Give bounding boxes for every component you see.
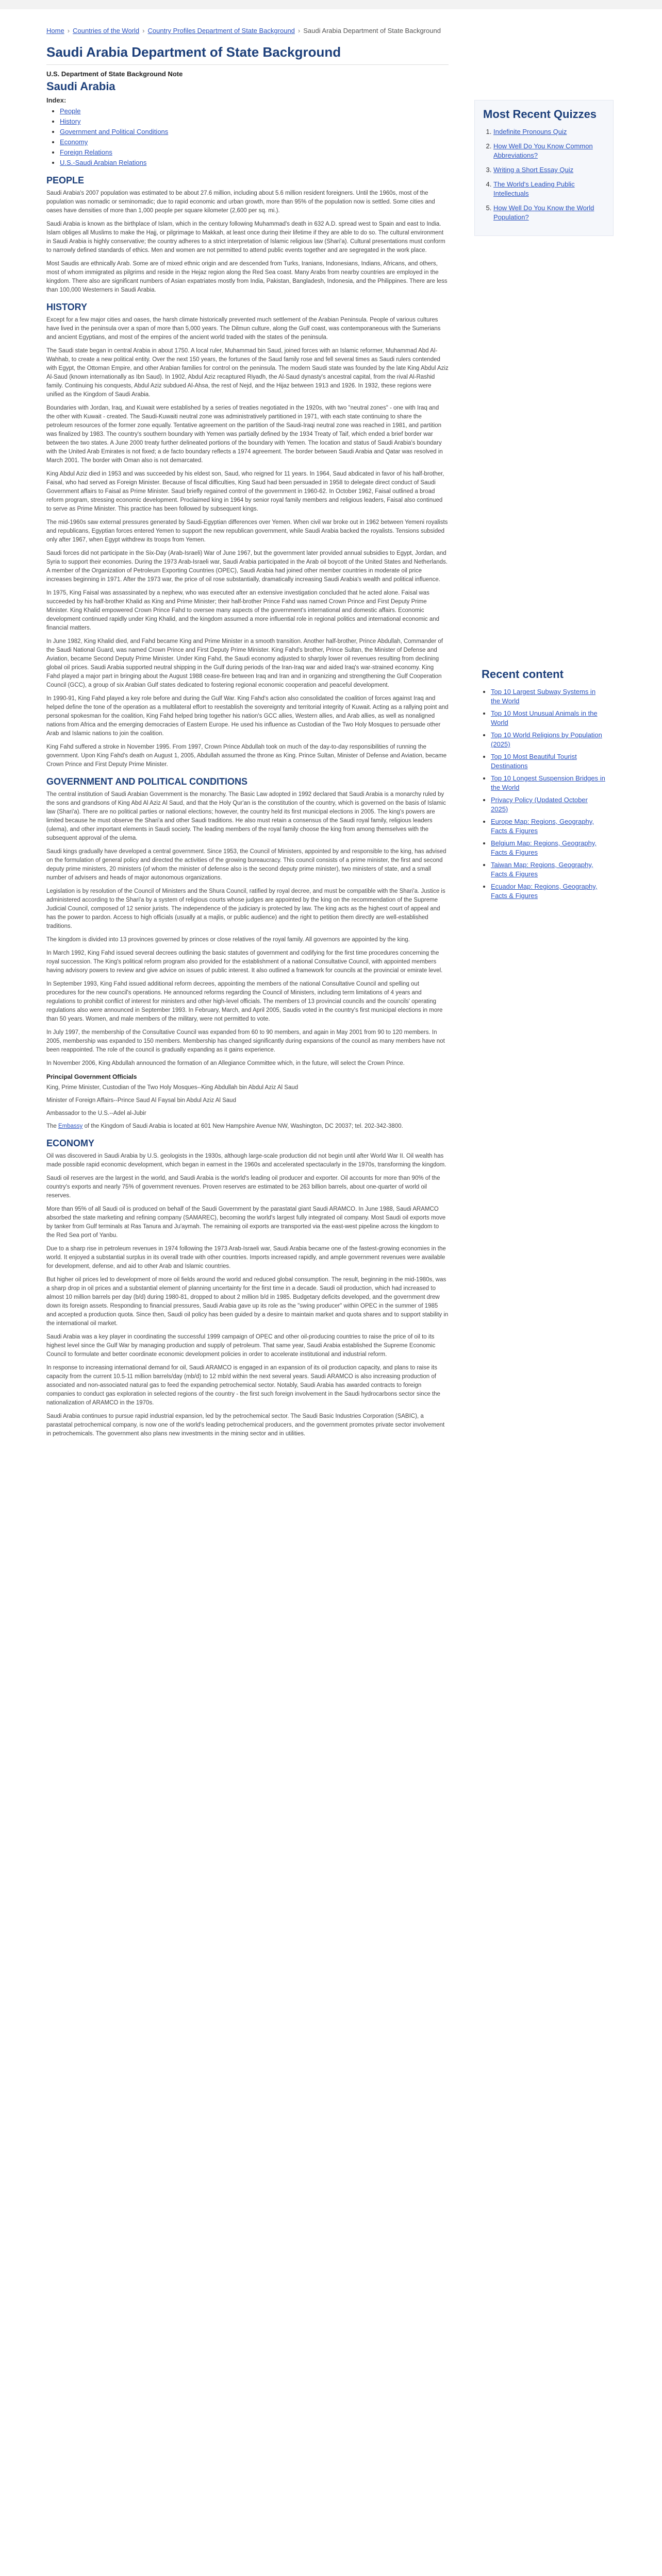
breadcrumb-current: Saudi Arabia Department of State Background [303, 27, 441, 35]
breadcrumb-separator: › [142, 27, 145, 35]
main-content [46, 44, 449, 1443]
recent-item [491, 752, 606, 771]
index-link-economy[interactable]: Economy [60, 138, 88, 146]
paragraph: The mid-1960s saw external pressures generated by Saudi-Egyptian differences over Yemen. When civil war broke out in 1962 between Yemeni royalists and republicans, Egyptian forces entered Yemen to support the new republican government, while Saudi Arabia backed the royalists. Tensions subsided only after 1967, when Egypt withdrew its troops from Yemen. [46, 519, 448, 543]
index-item [60, 147, 449, 158]
index-link-history[interactable]: History [60, 117, 81, 125]
index-link-people[interactable]: People [60, 107, 81, 115]
quiz-item [493, 165, 605, 175]
paragraph: In November 2006, King Abdullah announced the formation of an Allegiance Committee which, in the future, will select the Crown Prince. [46, 1060, 405, 1066]
recent-item [491, 709, 606, 727]
recent-link[interactable]: Belgium Map: Regions, Geography, Facts & Figures [491, 839, 597, 856]
paragraph: The kingdom is divided into 13 provinces governed by princes or close relatives of the royal family. All governors are appointed by the king. [46, 937, 410, 943]
index-item [60, 106, 449, 116]
paragraph: Saudi forces did not participate in the Six-Day (Arab-Israeli) War of June 1967, but the government later provided annual subsidies to Egypt, Jordan, and Syria to support their economies. During the 1973 Arab-Israeli war, Saudi Arabia participated in the Arab oil boycott of the United States and Netherlands. A member of the Organization of Petroleum Exporting Countries (OPEC), Saudi Arabia had joined other member countries in moderate oil price increases beginning in 1971. After the 1973 war, the price of oil rose substantially, dramatically increasing Saudi Arabia's wealth and political influence. [46, 550, 448, 583]
recent-link[interactable]: Taiwan Map: Regions, Geography, Facts & Figures [491, 861, 593, 878]
official-line: Ambassador to the U.S.--Adel al-Jubir [46, 1110, 146, 1116]
embassy-text: of the Kingdom of Saudi Arabia is located at 601 New Hampshire Avenue NW, Washington, DC 20037; tel. 202-342-3800. [82, 1123, 403, 1129]
paragraph: Saudi Arabia's 2007 population was estimated to be about 27.6 million, including about 5.6 million resident foreigners. Until the 1960s, most of the population was nomadic or seminomadic; due to rapid economic and urban growth, more than 95% of the population now is settled. Some cities and oases have densities of more than 1,000 people per square kilometer (2,600 per sq. mi.). [46, 190, 435, 214]
recent-content-panel [474, 664, 614, 908]
breadcrumb-profiles[interactable]: Country Profiles Department of State Background [147, 27, 295, 35]
paragraph: Saudi oil reserves are the largest in the world, and Saudi Arabia is the world's leading oil producer and exporter. Oil accounts for more than 90% of the country's exports and nearly 75% of government revenues. Proven reserves are estimated to be 263 billion barrels, about one-quarter of world oil reserves. [46, 1175, 440, 1199]
paragraph: Saudi Arabia is known as the birthplace of Islam, which in the century following Muhammad's death in 632 A.D. spread west to Spain and east to India. Islam obliges all Muslims to make the Hajj, or pilgrimage to Makkah, at least once during their lifetime if they are able to do so. The cultural environment in Saudi Arabia is highly conservative; the country adheres to a strict interpretation of Islamic religious law (Shari'a). Cultural presentations must conform to narrowly defined standards of ethics. Men and women are not permitted to attend public events together and are segregated in the work place. [46, 221, 445, 253]
recent-link[interactable]: Top 10 World Religions by Population (2025) [491, 731, 602, 748]
recent-item [491, 860, 606, 879]
paragraph: Most Saudis are ethnically Arab. Some are of mixed ethnic origin and are descended from Turks, Iranians, Indonesians, Indians, Africans, and others, most of whom immigrated as pilgrims and reside in the Hejaz region along the Red Sea coast. Many Arabs from nearby countries are employed in the kingdom. There also are significant numbers of Asian expatriates mostly from India, Pakistan, Bangladesh, Indonesia, and the Philippines. There are less than 100,000 Westerners in Saudi Arabia. [46, 261, 448, 293]
recent-item [491, 774, 606, 792]
index-list [46, 106, 449, 168]
recent-link[interactable]: Top 10 Largest Subway Systems in the World [491, 688, 596, 705]
recent-item [491, 839, 606, 857]
section-heading-government: GOVERNMENT AND POLITICAL CONDITIONS [46, 776, 248, 787]
embassy-prefix: The [46, 1123, 59, 1129]
recent-link[interactable]: Top 10 Longest Suspension Bridges in the World [491, 774, 605, 791]
index-item [60, 158, 449, 168]
paragraph: Saudi Arabia continues to pursue rapid industrial expansion, led by the petrochemical sector. The Saudi Basic Industries Corporation (SABIC), a parastatal petrochemical company, is now one of the world's leading petrochemical producers, and the government promotes private sector involvement in petrochemicals. The government also plans new investments in the mining sector and in utilities. [46, 1413, 445, 1437]
paragraph: King Fahd suffered a stroke in November 1995. From 1997, Crown Prince Abdullah took on much of the day-to-day responsibilities of running the government. Upon King Fahd's death on August 1, 2005, Abdullah assumed the throne as King. Prince Sultan, Minister of Defense and Aviation, became Crown Prince and First Deputy Prime Minister. [46, 744, 447, 768]
index-item [60, 116, 449, 127]
quiz-link[interactable]: Indefinite Pronouns Quiz [493, 128, 567, 135]
official-line: Minister of Foreign Affairs--Prince Saud Al Faysal bin Abdul Aziz Al Saud [46, 1097, 236, 1104]
recent-item [491, 795, 606, 814]
divider [46, 64, 449, 65]
recent-item [491, 882, 606, 901]
index-link-government[interactable]: Government and Political Conditions [60, 128, 169, 135]
recent-list [482, 687, 606, 901]
paragraph: Due to a sharp rise in petroleum revenues in 1974 following the 1973 Arab-Israeli war, Saudi Arabia became one of the fastest-growing economies in the world. It enjoyed a substantial surplus in its overall trade with other countries. Imports increased rapidly, and ample government revenues were available for development, defense, and aid to other Arab and Islamic countries. [46, 1246, 446, 1269]
paragraph: But higher oil prices led to development of more oil fields around the world and reduced global consumption. The result, beginning in the mid-1980s, was a sharp drop in oil prices and a substantial element of planning uncertainty for the first time in a decade. Saudi oil production, which had increased to almost 10 million barrels per day (b/d) during 1980-81, dropped to about 2 million b/d in 1985. Budgetary deficits developed, and the government drew down its foreign assets. Responding to financial pressures, Saudi Arabia gave up its role as the "swing producer" within OPEC in the summer of 1985 and accepted a production quota. Since then, Saudi oil policy has been guided by a desire to maintain market and quota shares and to support stability in the international oil market. [46, 1277, 449, 1327]
recent-link[interactable]: Privacy Policy (Updated October 2025) [491, 796, 588, 813]
recent-item [491, 817, 606, 836]
quiz-item [493, 142, 605, 160]
paragraph: In 1975, King Faisal was assassinated by a nephew, who was executed after an extensive investigation concluded that he acted alone. Faisal was succeeded by his half-brother Khalid as King and Prime Minister; their half-brother Prince Fahd was named Crown Prince and First Deputy Prime Minister. King Khalid empowered Crown Prince Fahd to oversee many aspects of the government's international and domestic affairs. Economic development continued rapidly under King Khalid, and the kingdom assumed a more influential role in regional politics and international economic and financial matters. [46, 590, 440, 631]
quiz-link[interactable]: Writing a Short Essay Quiz [493, 166, 574, 174]
quizzes-heading: Most Recent Quizzes [483, 108, 597, 121]
top-strip [0, 0, 662, 9]
recent-item [491, 731, 606, 749]
paragraph: Saudi kings gradually have developed a central government. Since 1953, the Council of Ministers, appointed by and responsible to the king, has advised on the formulation of general policy and directed the activities of the growing bureaucracy. This council consists of a prime minister, the first and second deputy prime ministers, 20 ministers (of whom the minister of defense also is the second deputy prime minister), two ministers of state, and a small number of advisers and heads of major autonomous organizations. [46, 849, 446, 881]
official-line: King, Prime Minister, Custodian of the Two Holy Mosques--King Abdullah bin Abdul Aziz Al Saud [46, 1084, 299, 1091]
section-heading-people: PEOPLE [46, 175, 85, 185]
paragraph: In June 1982, King Khalid died, and Fahd became King and Prime Minister in a smooth transition. Another half-brother, Prince Abdullah, Commander of the Saudi National Guard, was named Crown Prince and First Deputy Prime Minister. King Fahd's brother, Prince Sultan, the Minister of Defense and Aviation, became Second Deputy Prime Minister. Under King Fahd, the Saudi economy adjusted to sharply lower oil revenues resulting from declining global oil prices. Saudi Arabia supported neutral shipping in the Gulf during periods of the Iran-Iraq war and aided Iraq's war-strained economy. King Fahd played a major part in bringing about the August 1988 cease-fire between Iraq and Iran and in organizing and strengthening the Gulf Cooperation Council (GCC), a group of six Arabian Gulf states dedicated to fostering regional economic cooperation and peaceful development. [46, 638, 443, 688]
recent-link[interactable]: Top 10 Most Beautiful Tourist Destinations [491, 753, 577, 770]
breadcrumb [46, 27, 441, 35]
paragraph: The Saudi state began in central Arabia in about 1750. A local ruler, Muhammad bin Saud, joined forces with an Islamic reformer, Muhammad Abd Al-Wahhab, to create a new political entity. Over the next 150 years, the fortunes of the Saud family rose and fell several times as Saudi rulers contended with Egypt, the Ottoman Empire, and other Arabian families for control on the peninsula. The modern Saudi state was founded by the late King Abdul Aziz Al-Saud (known internationally as Ibn Saud). In 1902, Abdul Aziz recaptured Riyadh, the Al-Saud dynasty's ancestral capital, from the rival Al-Rashid family. Continuing his conquests, Abdul Aziz subdued Al-Ahsa, the rest of Nejd, and the Hijaz between 1913 and 1926. In 1932, these regions were unified as the Kingdom of Saudi Arabia. [46, 348, 449, 398]
paragraph: In July 1997, the membership of the Consultative Council was expanded from 60 to 90 members, and again in May 2001 from 90 to 120 members. In 2005, membership was expanded to 150 members. Membership has changed significantly during expansions of the council as many members have not been reappointed. The role of the council is gradually expanding as it gains experience. [46, 1029, 445, 1053]
recent-heading: Recent content [482, 668, 564, 681]
quiz-item [493, 204, 605, 222]
quiz-item [493, 127, 605, 137]
breadcrumb-separator: › [67, 27, 70, 35]
country-heading: Saudi Arabia [46, 80, 115, 93]
breadcrumb-countries[interactable]: Countries of the World [73, 27, 140, 35]
paragraph: Except for a few major cities and oases, the harsh climate historically prevented much settlement of the Arabian Peninsula. People of various cultures have lived in the peninsula over a span of more than 5,000 years. The Dilmun culture, along the Gulf coast, was contemporaneous with the Sumerians and ancient Egyptians, and most of the empires of the ancient world traded with the states of the peninsula. [46, 317, 441, 341]
index-item [60, 137, 449, 147]
quizzes-panel [474, 100, 614, 236]
paragraph: More than 95% of all Saudi oil is produced on behalf of the Saudi Government by the parastatal giant Saudi ARAMCO. In June 1988, Saudi ARAMCO absorbed the state marketing and refining company (SAMAREC), becoming the world's largest fully integrated oil company. Most Saudi oil exports move by tanker from Gulf terminals at Ras Tanura and Ju'aymah. The remaining oil exports are transported via the east-west pipeline across the kingdom to the Red Sea port of Yanbu. [46, 1206, 446, 1239]
index-item [60, 127, 449, 137]
paragraph: The central institution of Saudi Arabian Government is the monarchy. The Basic Law adopted in 1992 declared that Saudi Arabia is a monarchy ruled by the sons and grandsons of King Abd Al Aziz Al Saud, and that the Holy Qur'an is the constitution of the country, which is governed on the basis of Islamic law (Shari'a). There are no political parties or national elections; however, the country held its first municipal elections in 2005. The king's powers are limited because he must observe the Shari'a and other Saudi traditions. He also must retain a consensus of the Saudi royal family, religious leaders (ulema), and other important elements in Saudi society. The leading members of the royal family choose the king from among themselves with the subsequent approval of the ulema. [46, 791, 446, 841]
subtitle: U.S. Department of State Background Note [46, 70, 183, 78]
paragraph: Saudi Arabia was a key player in coordinating the successful 1999 campaign of OPEC and other oil-producing countries to raise the price of oil to its highest level since the Gulf War by managing production and supply of petroleum. That same year, Saudi Arabia established the Supreme Economic Council to formulate and better coordinate economic development policies in order to accelerate institutional and industrial reform. [46, 1334, 436, 1358]
paragraph: Boundaries with Jordan, Iraq, and Kuwait were established by a series of treaties negotiated in the 1920s, with two "neutral zones" - one with Iraq and the other with Kuwait - created. The Saudi-Kuwaiti neutral zone was administratively partitioned in 1971, with each state continuing to share the petroleum resources of the former zone equally. Tentative agreement on the partition of the Saudi-Iraqi neutral zone was reached in 1981, and partition was finalized by 1983. The country's southern boundary with Yemen was partially defined by the 1934 Treaty of Taif, which ended a brief border war between the two states. A June 2000 treaty further delineated portions of the boundary with Yemen. The location and status of Saudi Arabia's boundary with the United Arab Emirates is not fixed; a de facto boundary reflects a 1974 agreement. The border between Saudi Arabia and Qatar was resolved in March 2001. The border with Oman also is not demarcated. [46, 405, 443, 464]
paragraph: In March 1992, King Fahd issued several decrees outlining the basic statutes of government and codifying for the first time procedures concerning the royal succession. The King's political reform program also provided for the establishment of a national Consultative Council, with appointed members having advisory powers to review and give advice on issues of public interest. It also outlined a framework for councils at the provincial or emirate level. [46, 950, 443, 974]
embassy-link[interactable]: Embassy [58, 1123, 83, 1129]
paragraph: In response to increasing international demand for oil, Saudi ARAMCO is engaged in an expansion of its oil production capacity, and plans to raise its capacity from the current 10.5-11 million barrels/day (mb/d) to 12 mb/d within the next several years. Saudi ARAMCO is also increasing production of associated and non-associated natural gas to feed the expanding petrochemical sector. Notably, Saudi Arabia has awarded contracts to foreign companies to conduct gas exploration in selected regions of the country - the first such foreign involvement in the Saudi hydrocarbons sector since the nationalization of ARAMCO in the 1970s. [46, 1365, 440, 1406]
recent-link[interactable]: Top 10 Most Unusual Animals in the World [491, 709, 598, 726]
index-label: Index: [46, 96, 67, 104]
quiz-link[interactable]: How Well Do You Know Common Abbreviations? [493, 142, 593, 159]
index-link-foreign-relations[interactable]: Foreign Relations [60, 148, 112, 156]
recent-item [491, 687, 606, 706]
quiz-item [493, 180, 605, 198]
embassy-line [46, 1122, 449, 1131]
recent-link[interactable]: Ecuador Map: Regions, Geography, Facts & Figures [491, 883, 598, 900]
paragraph: King Abdul Aziz died in 1953 and was succeeded by his eldest son, Saud, who reigned for 11 years. In 1964, Saud abdicated in favor of his half-brother, Faisal, who had served as Foreign Minister. Because of fiscal difficulties, King Saud had been persuaded in 1958 to delegate direct conduct of Saudi Government affairs to Faisal as Prime Minister. Saud briefly regained control of the government in 1960-62. In October 1962, Faisal outlined a broad reform program, stressing economic development. Proclaimed king in 1964 by senior royal family members and religious leaders, Faisal also continued to serve as Prime Minister. This practice has been followed by subsequent kings. [46, 471, 444, 512]
quiz-link[interactable]: How Well Do You Know the World Population? [493, 204, 594, 221]
paragraph: In September 1993, King Fahd issued additional reform decrees, appointing the members of the national Consultative Council and spelling out procedures for the new council's operations. He announced reforms regarding the Council of Ministers, including term limitations of 4 years and regulations to prohibit conflict of interest for ministers and other high-level officials. The members of 13 provincial councils and the councils' operating regulations also were announced in September 1993. In February, March, and April 2005, Saudis voted in the country's first municipal elections in more than 50 years. Women, and male members of the military, were not permitted to vote. [46, 981, 443, 1022]
quiz-link[interactable]: The World's Leading Public Intellectuals [493, 180, 575, 197]
officials-heading: Principal Government Officials [46, 1073, 137, 1080]
paragraph: Oil was discovered in Saudi Arabia by U.S. geologists in the 1930s, although large-scale production did not begin until after World War II. Oil wealth has made possible rapid economic development, which began in earnest in the 1960s and accelerated spectacularly in the 1970s, transforming the kingdom. [46, 1153, 446, 1168]
recent-link[interactable]: Europe Map: Regions, Geography, Facts & Figures [491, 818, 594, 835]
section-heading-history: HISTORY [46, 302, 88, 312]
breadcrumb-home[interactable]: Home [46, 27, 64, 35]
section-heading-economy: ECONOMY [46, 1138, 95, 1148]
index-link-us-relations[interactable]: U.S.-Saudi Arabian Relations [60, 159, 147, 166]
page-title: Saudi Arabia Department of State Background [46, 44, 341, 60]
paragraph: In 1990-91, King Fahd played a key role before and during the Gulf War. King Fahd's action also consolidated the coalition of forces against Iraq and helped define the tone of the operation as a multilateral effort to reestablish the sovereignty and territorial integrity of Kuwait. Acting as a rallying point and personal spokesman for the coalition, King Fahd helped bring together his nation's GCC allies, Western allies, and Arab allies, as well as nonaligned nations from Africa and the emerging democracies of Eastern Europe. He used his influence as Custodian of the Two Holy Mosques to persuade other Arab and Islamic nations to join the coalition. [46, 696, 449, 737]
paragraph: Legislation is by resolution of the Council of Ministers and the Shura Council, ratified by royal decree, and must be compatible with the Shari'a. Justice is administered according to the Shari'a by a system of religious courts whose judges are appointed by the king on the recommendation of the Supreme Judicial Council, composed of 12 senior jurists. The independence of the judiciary is protected by law. The king acts as the highest court of appeal and has the power to pardon. Access to high officials (usually at a majlis, or public audience) and the right to petition them directly are well-established traditions. [46, 888, 445, 929]
quiz-list [483, 127, 605, 222]
breadcrumb-separator: › [297, 27, 301, 35]
